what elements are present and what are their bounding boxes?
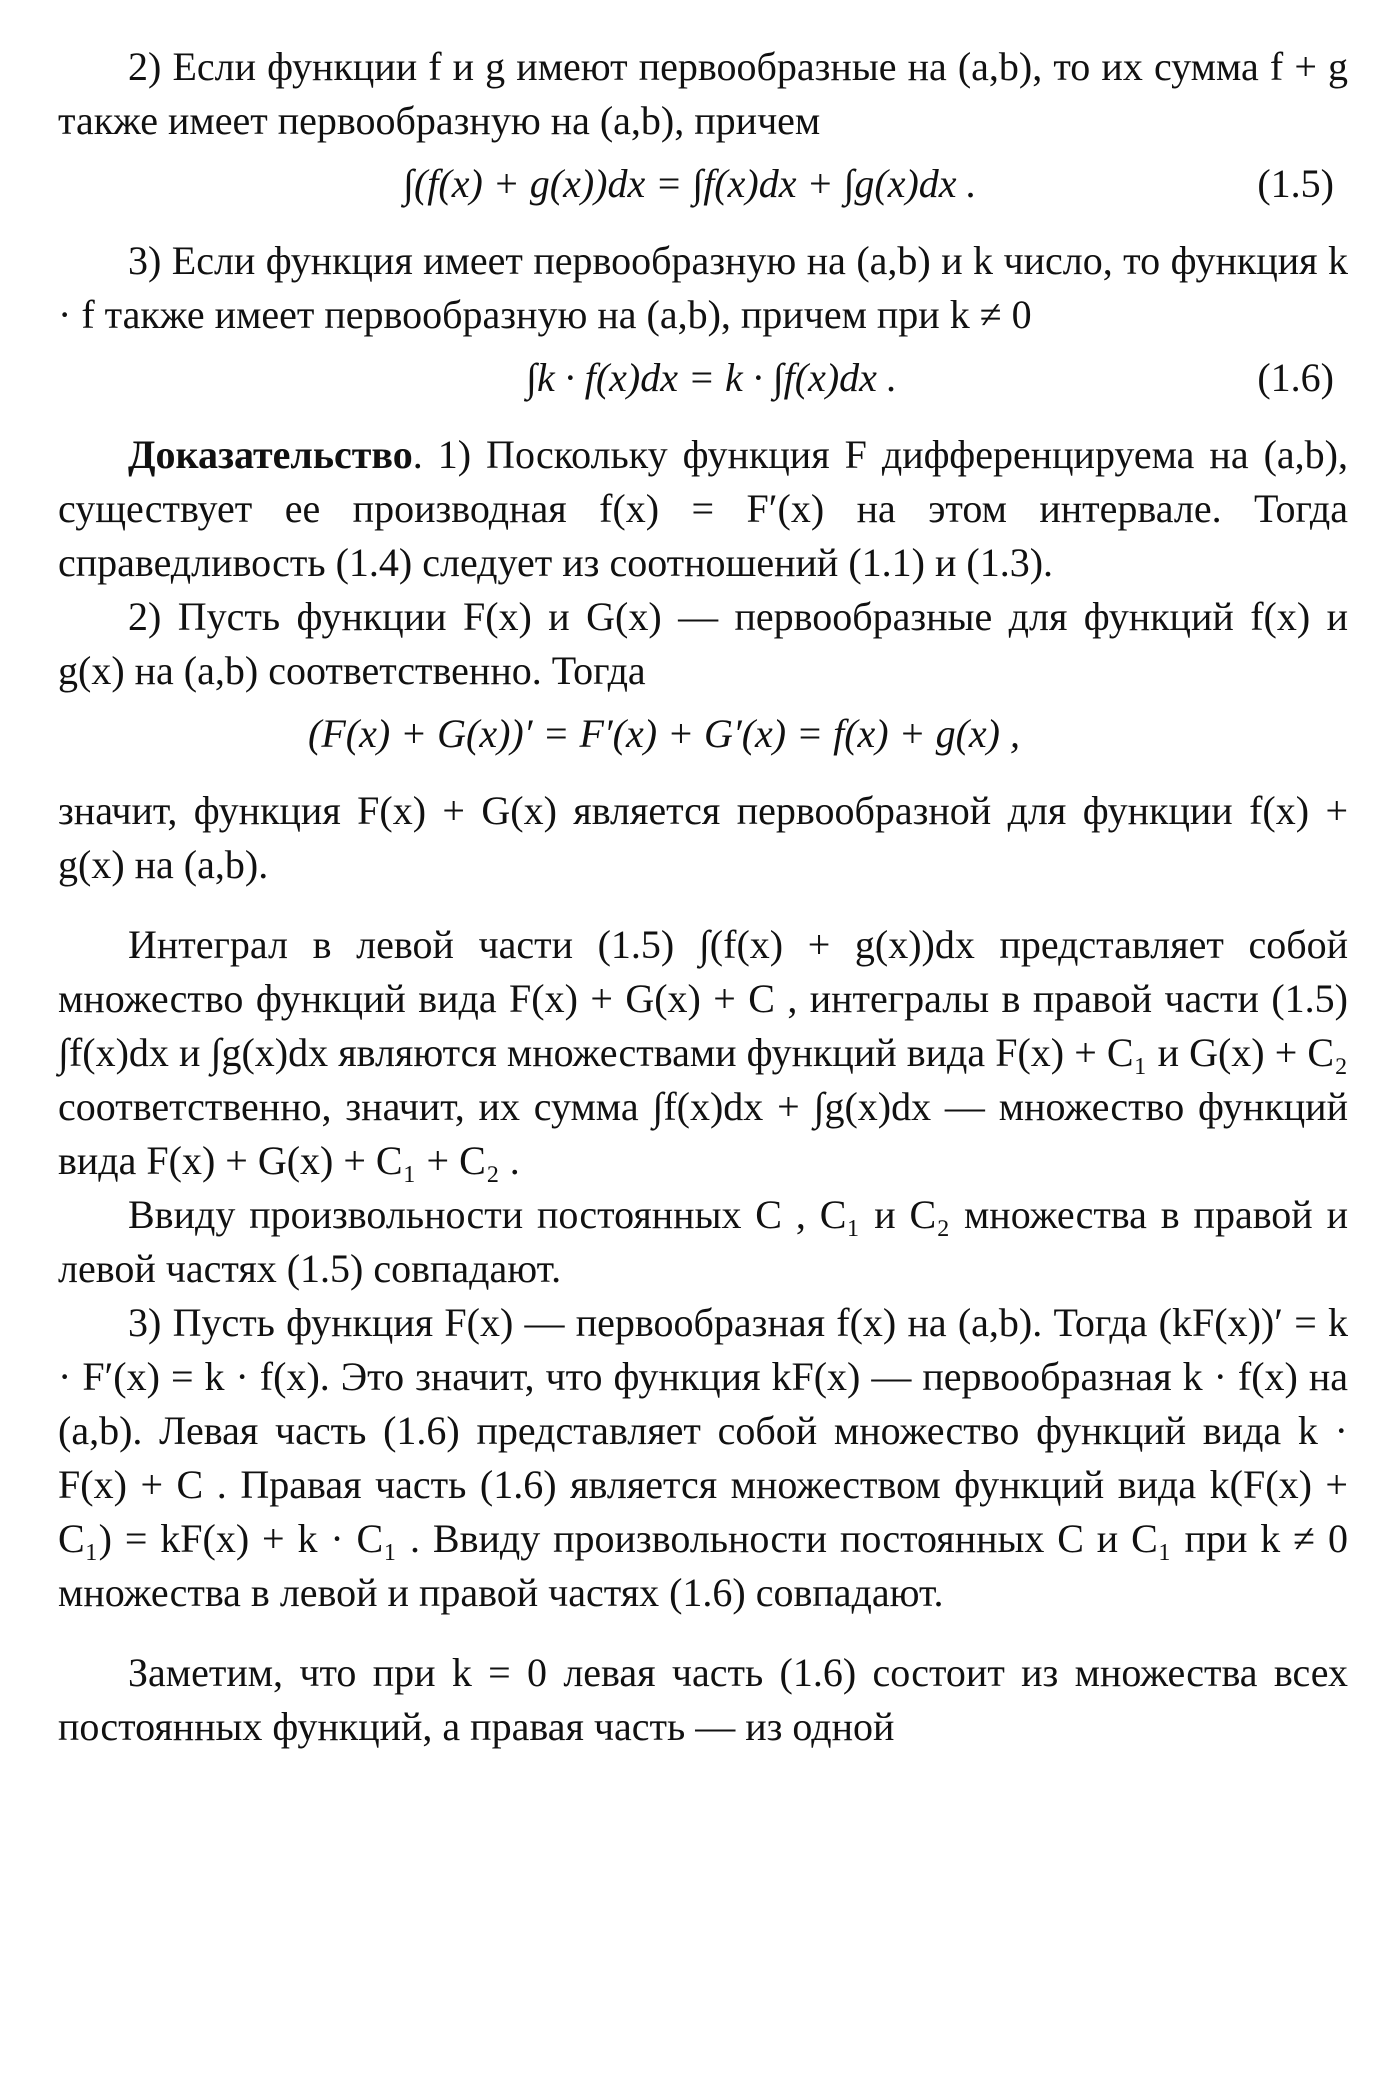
proof-part-3: 3) Пусть функция F(x) — первообразная f(x) на (a,b). Тогда (kF(x))′ = k · F′(x) = k · f(x). Это значит, что функция kF(x) — первообразная k · f(x) на (a,b). Левая часть (1.6) представляет собой множество функций вида k · F(x) + C . Правая часть (1.6) является множеством функций вида k(F(x) + C₁) = kF(x) + k · C₁ . Ввиду произвольности постоянных C и C₁ при k ≠ 0 множества в левой и правой частях (1.6) совпадают.: [58, 1300, 1348, 1615]
proof-part-2: 2) Пусть функции F(x) и G(x) — первообразные для функций f(x) и g(x) на (a,b) соответственно. Тогда: [58, 594, 1348, 693]
property-3-statement: 3) Если функция имеет первообразную на (a,b) и k число, то функция k · f также имеет первообразную на (a,b), причем при k ≠ 0: [58, 238, 1348, 337]
equation-derivative-sum-body: (F(x) + G(x))′ = F′(x) + G′(x) = f(x) + g(x) ,: [308, 711, 1020, 756]
equation-1-6: [58, 342, 1348, 414]
proof-part-1-text: . 1) Поскольку функция F дифференцируема на (a,b), существует ее производная f(x) = F′(x) на этом интервале. Тогда справедливость (1.4) следует из соотношений (1.1) и (1.3).: [58, 432, 1348, 585]
property-2-statement: 2) Если функции f и g имеют первообразные на (a,b), то их сумма f + g также имеет первообразную на (a,b), причем: [58, 44, 1348, 143]
equation-1-5-body: ∫(f(x) + g(x))dx = ∫f(x)dx + ∫g(x)dx .: [403, 161, 977, 206]
equation-1-6-number: (1.6): [1257, 355, 1334, 400]
equation-1-5-number: (1.5): [1257, 161, 1334, 206]
proof-integral-sets: Интеграл в левой части (1.5) ∫(f(x) + g(x))dx представляет собой множество функций вида F(x) + G(x) + C , интегралы в правой части (1.5) ∫f(x)dx и ∫g(x)dx являются множествами функций вида F(x) + C₁ и G(x) + C₂ соответственно, значит, их сумма ∫f(x)dx + ∫g(x)dx — множество функций вида F(x) + G(x) + C₁ + C₂ .: [58, 922, 1348, 1183]
proof-constants-arbitrary: Ввиду произвольности постоянных C , C₁ и C₂ множества в правой и левой частях (1.5) совпадают.: [58, 1192, 1348, 1291]
equation-1-5: [58, 148, 1348, 220]
proof-part-1: [58, 428, 1348, 590]
proof-label: Доказательство: [128, 432, 413, 477]
remark-k-zero: Заметим, что при k = 0 левая часть (1.6) состоит из множества всех постоянных функций, а правая часть — из одной: [58, 1650, 1348, 1749]
equation-1-6-body: ∫k · f(x)dx = k · ∫f(x)dx .: [526, 355, 897, 400]
page: [58, 40, 1348, 1754]
proof-part-2-conclusion: значит, функция F(x) + G(x) является первообразной для функции f(x) + g(x) на (a,b).: [58, 788, 1348, 887]
equation-derivative-sum: [58, 698, 1348, 770]
